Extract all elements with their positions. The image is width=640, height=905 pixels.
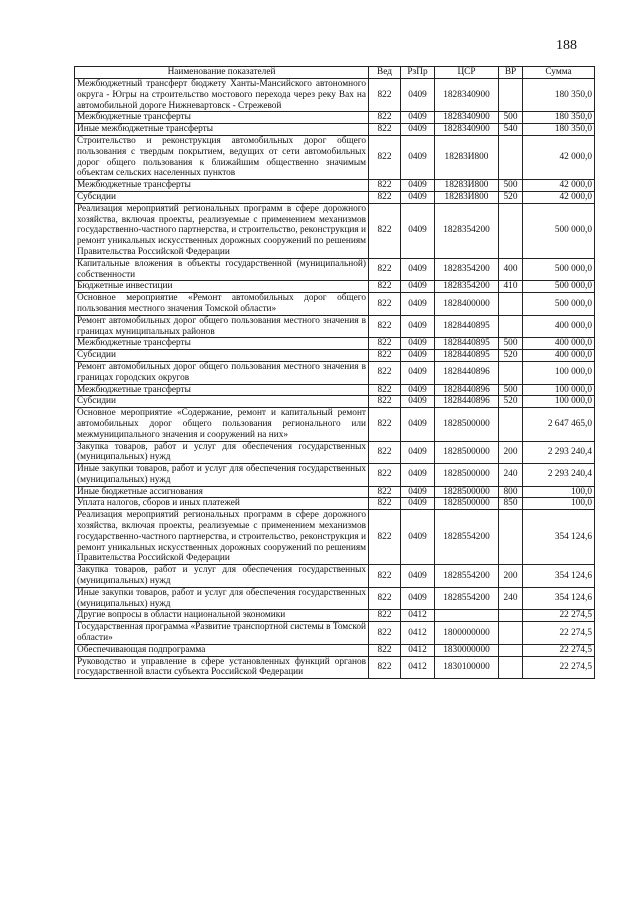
cell-vr: [499, 293, 523, 316]
cell-name: Иные закупки товаров, работ и услуг для обеспечения государственных (муниципальных) нужд: [75, 587, 369, 610]
table-row: [75, 441, 595, 464]
header-ved: Вед: [369, 67, 401, 79]
cell-vr: [499, 361, 523, 384]
cell-sum: 100 000,0: [523, 384, 595, 396]
cell-sum: 400 000,0: [523, 315, 595, 338]
cell-name: Реализация мероприятий региональных программ в сфере дорожного хозяйства, включая проекты, реализуемые с применением механизмов государственно-частного партнерства, и строительство, реконструкция и ремонт уникальных искусственных дорожных сооружений по решениям Правительства Российской Федерации: [75, 510, 369, 565]
cell-vr: [499, 135, 523, 179]
cell-name: Реализация мероприятий региональных программ в сфере дорожного хозяйства, включая проекты, реализуемые с применением механизмов государственно-частного партнерства, и строительство, реконструкция и ремонт уникальных искусственных дорожных сооружений по решениям Правительства Российской Федерации: [75, 203, 369, 258]
cell-ved: 822: [369, 610, 401, 622]
cell-rzpr: 0409: [401, 565, 435, 588]
table-row: [75, 124, 595, 136]
cell-ved: 822: [369, 338, 401, 350]
cell-ved: 822: [369, 361, 401, 384]
table-row: [75, 315, 595, 338]
header-vr: ВР: [499, 67, 523, 79]
cell-ved: 822: [369, 258, 401, 281]
cell-rzpr: 0409: [401, 587, 435, 610]
table-row: [75, 350, 595, 362]
cell-name: Межбюджетные трансферты: [75, 112, 369, 124]
cell-vr: 520: [499, 350, 523, 362]
cell-ved: 822: [369, 112, 401, 124]
table-row: [75, 258, 595, 281]
table-row: [75, 622, 595, 645]
cell-csr: 1800000000: [435, 622, 499, 645]
table-row: [75, 180, 595, 192]
cell-sum: 100 000,0: [523, 396, 595, 408]
cell-name: Основное мероприятие «Содержание, ремонт и капитальный ремонт автомобильных дорог общего пользования регионального или межмуниципального значения и сооружений на них»: [75, 408, 369, 441]
cell-sum: 180 350,0: [523, 124, 595, 136]
cell-ved: 822: [369, 315, 401, 338]
cell-rzpr: 0409: [401, 112, 435, 124]
cell-name: Основное мероприятие «Ремонт автомобильных дорог общего пользования местного значения Томской области»: [75, 293, 369, 316]
cell-vr: [499, 79, 523, 112]
cell-csr: 1828554200: [435, 510, 499, 565]
cell-name: Межбюджетные трансферты: [75, 338, 369, 350]
cell-sum: 354 124,6: [523, 565, 595, 588]
table-row: [75, 281, 595, 293]
cell-rzpr: 0409: [401, 361, 435, 384]
budget-table: [74, 66, 595, 679]
cell-name: Иные закупки товаров, работ и услуг для обеспечения государственных (муниципальных) нужд: [75, 464, 369, 487]
cell-vr: [499, 622, 523, 645]
cell-rzpr: 0409: [401, 441, 435, 464]
table-row: [75, 191, 595, 203]
cell-rzpr: 0412: [401, 622, 435, 645]
cell-csr: 1828440895: [435, 338, 499, 350]
cell-sum: 22 274,5: [523, 656, 595, 679]
cell-csr: 1828440895: [435, 315, 499, 338]
cell-ved: 822: [369, 79, 401, 112]
cell-csr: 1828440896: [435, 361, 499, 384]
cell-sum: 2 293 240,4: [523, 464, 595, 487]
cell-name: Межбюджетные трансферты: [75, 180, 369, 192]
cell-rzpr: 0409: [401, 203, 435, 258]
cell-ved: 822: [369, 203, 401, 258]
cell-csr: 1828500000: [435, 441, 499, 464]
cell-vr: 400: [499, 258, 523, 281]
cell-rzpr: 0412: [401, 644, 435, 656]
cell-rzpr: 0409: [401, 338, 435, 350]
cell-ved: 822: [369, 622, 401, 645]
cell-csr: 18283И800: [435, 135, 499, 179]
cell-rzpr: 0409: [401, 396, 435, 408]
cell-name: Строительство и реконструкция автомобильных дорог общего пользования с твердым покрытием, ведущих от сети автомобильных дорог общего пользования к ближайшим общественно значимым объектам сельских населенных пунктов: [75, 135, 369, 179]
cell-sum: 22 274,5: [523, 622, 595, 645]
table-row: [75, 498, 595, 510]
cell-csr: 1828354200: [435, 281, 499, 293]
cell-ved: 822: [369, 587, 401, 610]
cell-rzpr: 0409: [401, 464, 435, 487]
cell-sum: 22 274,5: [523, 644, 595, 656]
cell-vr: 520: [499, 396, 523, 408]
table-row: [75, 510, 595, 565]
cell-sum: 500 000,0: [523, 203, 595, 258]
header-csr: ЦСР: [435, 67, 499, 79]
cell-csr: 1828354200: [435, 258, 499, 281]
cell-vr: 500: [499, 180, 523, 192]
cell-vr: 500: [499, 384, 523, 396]
table-row: [75, 112, 595, 124]
cell-vr: 240: [499, 587, 523, 610]
cell-vr: [499, 203, 523, 258]
header-name: Наименование показателей: [75, 67, 369, 79]
cell-sum: 180 350,0: [523, 112, 595, 124]
cell-ved: 822: [369, 510, 401, 565]
cell-ved: 822: [369, 396, 401, 408]
cell-ved: 822: [369, 281, 401, 293]
cell-ved: 822: [369, 180, 401, 192]
cell-sum: 2 647 465,0: [523, 408, 595, 441]
cell-ved: 822: [369, 384, 401, 396]
cell-csr: 1828440896: [435, 396, 499, 408]
cell-rzpr: 0409: [401, 135, 435, 179]
cell-name: Межбюджетный трансферт бюджету Ханты-Мансийского автономного округа - Югры на строительство мостового перехода через реку Вах на автомобильной дороге Нижневартовск - Стрежевой: [75, 79, 369, 112]
cell-name: Другие вопросы в области национальной экономики: [75, 610, 369, 622]
cell-name: Закупка товаров, работ и услуг для обеспечения государственных (муниципальных) нужд: [75, 565, 369, 588]
cell-rzpr: 0409: [401, 350, 435, 362]
cell-sum: 42 000,0: [523, 135, 595, 179]
table-row: [75, 656, 595, 679]
cell-rzpr: 0409: [401, 293, 435, 316]
header-rzpr: РзПр: [401, 67, 435, 79]
cell-vr: [499, 610, 523, 622]
cell-name: Субсидии: [75, 350, 369, 362]
table-row: [75, 644, 595, 656]
cell-name: Ремонт автомобильных дорог общего пользования местного значения в границах городских округов: [75, 361, 369, 384]
cell-rzpr: 0409: [401, 510, 435, 565]
table-row: [75, 464, 595, 487]
cell-vr: [499, 644, 523, 656]
cell-ved: 822: [369, 644, 401, 656]
cell-rzpr: 0409: [401, 281, 435, 293]
cell-csr: 1828440895: [435, 350, 499, 362]
cell-ved: 822: [369, 464, 401, 487]
cell-ved: 822: [369, 135, 401, 179]
cell-vr: 500: [499, 338, 523, 350]
cell-name: Государственная программа «Развитие транспортной системы в Томской области»: [75, 622, 369, 645]
table-header-row: [75, 67, 595, 79]
cell-name: Иные бюджетные ассигнования: [75, 486, 369, 498]
cell-vr: 200: [499, 441, 523, 464]
cell-name: Субсидии: [75, 191, 369, 203]
cell-ved: 822: [369, 293, 401, 316]
cell-csr: [435, 610, 499, 622]
table-row: [75, 338, 595, 350]
cell-rzpr: 0409: [401, 124, 435, 136]
cell-rzpr: 0409: [401, 191, 435, 203]
table-row: [75, 486, 595, 498]
table-row: [75, 384, 595, 396]
cell-csr: 1828500000: [435, 498, 499, 510]
cell-rzpr: 0409: [401, 384, 435, 396]
cell-sum: 354 124,6: [523, 587, 595, 610]
cell-csr: 1828354200: [435, 203, 499, 258]
cell-sum: 500 000,0: [523, 293, 595, 316]
table-row: [75, 203, 595, 258]
cell-csr: 1828340900: [435, 112, 499, 124]
cell-csr: 1828554200: [435, 565, 499, 588]
cell-ved: 822: [369, 565, 401, 588]
cell-sum: 354 124,6: [523, 510, 595, 565]
page-number: 188: [556, 38, 577, 53]
cell-vr: [499, 315, 523, 338]
cell-sum: 400 000,0: [523, 338, 595, 350]
cell-rzpr: 0409: [401, 408, 435, 441]
cell-sum: 500 000,0: [523, 258, 595, 281]
table-row: [75, 587, 595, 610]
cell-vr: 850: [499, 498, 523, 510]
cell-vr: [499, 408, 523, 441]
cell-ved: 822: [369, 486, 401, 498]
cell-vr: 800: [499, 486, 523, 498]
cell-ved: 822: [369, 498, 401, 510]
table-row: [75, 610, 595, 622]
cell-sum: 180 350,0: [523, 79, 595, 112]
cell-name: Капитальные вложения в объекты государственной (муниципальной) собственности: [75, 258, 369, 281]
cell-rzpr: 0409: [401, 486, 435, 498]
cell-sum: 100 000,0: [523, 361, 595, 384]
cell-name: Уплата налогов, сборов и иных платежей: [75, 498, 369, 510]
cell-csr: 18283И800: [435, 180, 499, 192]
cell-rzpr: 0412: [401, 656, 435, 679]
cell-name: Обеспечивающая подпрограмма: [75, 644, 369, 656]
cell-sum: 42 000,0: [523, 191, 595, 203]
cell-rzpr: 0409: [401, 180, 435, 192]
cell-ved: 822: [369, 408, 401, 441]
cell-sum: 22 274,5: [523, 610, 595, 622]
cell-sum: 500 000,0: [523, 281, 595, 293]
cell-ved: 822: [369, 441, 401, 464]
cell-vr: [499, 510, 523, 565]
cell-rzpr: 0409: [401, 258, 435, 281]
cell-vr: 500: [499, 112, 523, 124]
cell-name: Закупка товаров, работ и услуг для обеспечения государственных (муниципальных) нужд: [75, 441, 369, 464]
cell-name: Ремонт автомобильных дорог общего пользования местного значения в границах муниципальных районов: [75, 315, 369, 338]
table-row: [75, 361, 595, 384]
cell-csr: 1828500000: [435, 486, 499, 498]
cell-name: Иные межбюджетные трансферты: [75, 124, 369, 136]
table-row: [75, 135, 595, 179]
table-row: [75, 79, 595, 112]
cell-csr: 18283И800: [435, 191, 499, 203]
cell-rzpr: 0409: [401, 498, 435, 510]
cell-ved: 822: [369, 656, 401, 679]
cell-csr: 1828554200: [435, 587, 499, 610]
cell-rzpr: 0409: [401, 315, 435, 338]
cell-name: Руководство и управление в сфере установленных функций органов государственной власти субъекта Российской Федерации: [75, 656, 369, 679]
cell-sum: 400 000,0: [523, 350, 595, 362]
cell-csr: 1830100000: [435, 656, 499, 679]
cell-sum: 100,0: [523, 486, 595, 498]
table-row: [75, 408, 595, 441]
cell-csr: 1830000000: [435, 644, 499, 656]
cell-vr: 240: [499, 464, 523, 487]
cell-csr: 1828440896: [435, 384, 499, 396]
header-sum: Сумма: [523, 67, 595, 79]
cell-csr: 1828500000: [435, 408, 499, 441]
cell-sum: 42 000,0: [523, 180, 595, 192]
cell-name: Межбюджетные трансферты: [75, 384, 369, 396]
cell-csr: 1828500000: [435, 464, 499, 487]
cell-csr: 1828340900: [435, 124, 499, 136]
cell-name: Субсидии: [75, 396, 369, 408]
cell-rzpr: 0412: [401, 610, 435, 622]
cell-csr: 1828340900: [435, 79, 499, 112]
cell-vr: 410: [499, 281, 523, 293]
cell-vr: [499, 656, 523, 679]
table-row: [75, 565, 595, 588]
cell-ved: 822: [369, 350, 401, 362]
cell-sum: 100,0: [523, 498, 595, 510]
cell-vr: 520: [499, 191, 523, 203]
cell-vr: 200: [499, 565, 523, 588]
cell-csr: 1828400000: [435, 293, 499, 316]
table-row: [75, 293, 595, 316]
cell-vr: 540: [499, 124, 523, 136]
cell-name: Бюджетные инвестиции: [75, 281, 369, 293]
cell-ved: 822: [369, 191, 401, 203]
table-row: [75, 396, 595, 408]
cell-rzpr: 0409: [401, 79, 435, 112]
cell-sum: 2 293 240,4: [523, 441, 595, 464]
cell-ved: 822: [369, 124, 401, 136]
